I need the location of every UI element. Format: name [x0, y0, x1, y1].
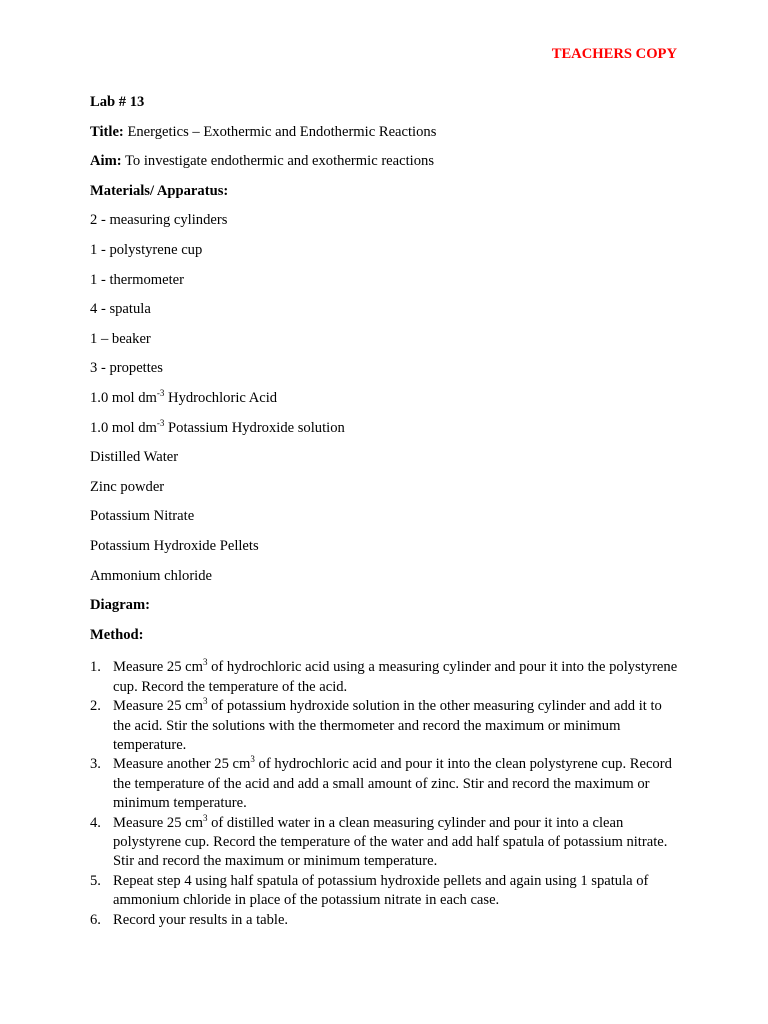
material-item: 3 - propettes [90, 360, 163, 377]
material-item: 1 - polystyrene cup [90, 241, 203, 258]
step-number: 1. [90, 659, 101, 676]
step-text: of distilled water in a clean measuring cylinder and pour it into a clean polystyrene cup. Record the temperature of the water and add half spatula of potassium nitrate. Stir and record the maximum or minimum temperature. [113, 814, 668, 870]
aim-line [90, 151, 680, 181]
solution-exponent: -3 [156, 387, 165, 398]
chemical-item: Zinc powder [90, 478, 165, 495]
step-number: 6. [90, 911, 101, 928]
step-text: Measure 25 cm [113, 659, 203, 676]
method-heading: Method: [90, 626, 144, 643]
document-body [90, 92, 680, 930]
step-text: Record your results in a table. [113, 911, 289, 928]
method-step [90, 911, 680, 930]
solution-concentration: 1.0 mol dm [90, 389, 157, 406]
title-line [90, 122, 680, 152]
material-item: 4 - spatula [90, 301, 151, 318]
method-list [90, 658, 680, 930]
step-text: Repeat step 4 using half spatula of potassium hydroxide pellets and again using 1 spatula of ammonium chloride in place of the potassium nitrate in each case. [113, 872, 649, 909]
step-number: 4. [90, 814, 101, 831]
aim-text: To investigate endothermic and exothermic reactions [125, 153, 434, 170]
material-item: 1 - thermometer [90, 271, 185, 288]
solution-concentration: 1.0 mol dm [90, 419, 157, 436]
chemical-item: Distilled Water [90, 449, 179, 466]
step-number: 5. [90, 872, 101, 889]
chemical-item: Potassium Nitrate [90, 508, 195, 525]
solution-name: Hydrochloric Acid [164, 389, 278, 406]
solution-name: Potassium Hydroxide solution [164, 419, 345, 436]
step-text: of hydrochloric acid using a measuring cylinder and pour it into the polystyrene cup. Record the temperature of the acid. [113, 659, 678, 695]
title-text: Energetics – Exothermic and Endothermic Reactions [127, 123, 437, 140]
method-step [90, 755, 680, 813]
lab-number: Lab # 13 [90, 94, 145, 110]
diagram-heading: Diagram: [90, 597, 150, 614]
method-step [90, 872, 680, 911]
chemical-item: Potassium Hydroxide Pellets [90, 537, 259, 554]
method-step [90, 814, 680, 872]
method-step [90, 658, 680, 697]
title-label: Title: [90, 123, 124, 140]
solution-item [90, 388, 680, 418]
step-exponent: 3 [250, 754, 255, 765]
method-step [90, 697, 680, 755]
step-exponent: 3 [202, 812, 208, 823]
step-text: Measure 25 cm [113, 814, 203, 831]
teachers-copy-header: TEACHERS COPY [551, 46, 677, 62]
chemical-item: Ammonium chloride [90, 567, 213, 584]
step-exponent: 3 [202, 657, 208, 668]
material-item: 1 – beaker [90, 330, 151, 347]
materials-heading: Materials/ Apparatus: [90, 182, 229, 199]
step-text: of hydrochloric acid and pour it into the clean polystyrene cup. Record the temperature of the acid and add a small amount of zinc. Stir and record the maximum or minimum temperature. [113, 756, 672, 812]
step-exponent: 3 [202, 696, 208, 707]
step-text: Measure another 25 cm [113, 756, 251, 773]
step-number: 2. [90, 698, 101, 715]
step-text: Measure 25 cm [113, 698, 203, 715]
solution-item [90, 418, 680, 448]
material-item: 2 - measuring cylinders [90, 212, 228, 229]
step-number: 3. [90, 756, 101, 773]
aim-label: Aim: [90, 153, 122, 170]
step-text: of potassium hydroxide solution in the other measuring cylinder and add it to the acid. Stir the solutions with the thermometer and record the maximum or minimum temperature. [113, 698, 662, 753]
solution-exponent: -3 [156, 417, 165, 428]
